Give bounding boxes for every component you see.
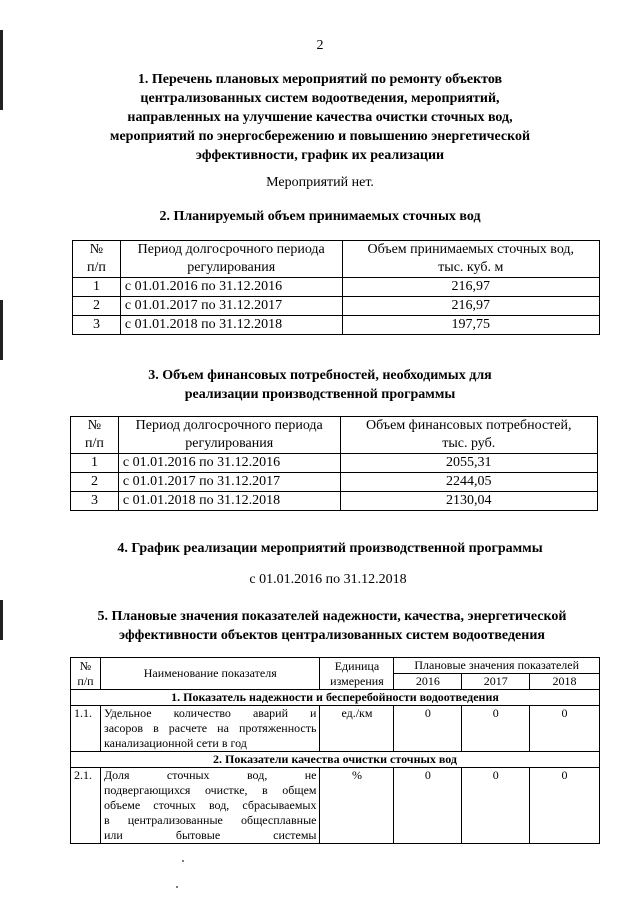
scan-speck xyxy=(182,860,184,862)
section3-title: 3. Объем финансовых потребностей, необходимых для реализации производственной программы xyxy=(148,368,492,402)
indicator-name: Удельное количество аварий и засоров в расчете на протяженность канализационной сети в год xyxy=(100,706,320,752)
scan-speck xyxy=(176,886,178,888)
group-row: 2. Показатели качества очистки сточных вод xyxy=(71,752,600,768)
indicator-name: Доля сточных вод, не подвергающихся очистке, в общем объеме сточных вод, сбрасываемых в централизованные общесплавные или бытовые системы xyxy=(100,768,320,844)
wastewater-volume-table xyxy=(72,240,600,335)
section2-title: 2. Планируемый объем принимаемых сточных вод xyxy=(159,209,481,224)
section4-title: 4. График реализации мероприятий производственной программы xyxy=(117,541,543,556)
scan-edge-mark xyxy=(0,300,3,360)
table-header-row xyxy=(71,658,600,674)
volume-header: Объем принимаемых сточных вод, тыс. куб. м xyxy=(342,241,600,278)
year-header: 2018 xyxy=(530,674,600,690)
page-number: 2 xyxy=(316,38,324,53)
year-header: 2017 xyxy=(462,674,530,690)
scan-edge-mark xyxy=(0,600,3,640)
num-header: № п/п xyxy=(71,658,101,690)
table-row: 1 с 01.01.2016 по 31.12.2016 216,97 xyxy=(73,278,600,297)
financial-header: Объем финансовых потребностей, тыс. руб. xyxy=(340,417,598,454)
num-header: № п/п xyxy=(73,241,121,278)
table-row: 1.1. Удельное количество аварий и засоров в расчете на протяженность канализационной сети в год ед./км 0 0 0 xyxy=(71,706,600,752)
table-row: 3 с 01.01.2018 по 31.12.2018 197,75 xyxy=(73,316,600,335)
section1-title: 1. Перечень плановых мероприятий по ремонту объектов централизованных систем водоотведения, мероприятий, направленных на улучшение качества очистки сточных вод, мероприятий по энергосбережению и повышению энергетической эффективности, график их реализации xyxy=(109,72,531,163)
financial-needs-table xyxy=(70,416,598,511)
unit-header: Единица измерения xyxy=(320,658,394,690)
num-header: № п/п xyxy=(71,417,119,454)
table-row: 2.1. Доля сточных вод, не подвергающихся очистке, в общем объеме сточных вод, сбрасываемых в централизованные общесплавные или бытовые системы % 0 0 0 xyxy=(71,768,600,844)
indicators-table xyxy=(70,657,600,844)
period-header: Период долгосрочного периода регулирования xyxy=(118,417,340,454)
section5-title: 5. Плановые значения показателей надежности, качества, энергетической эффективности объектов централизованных систем водоотведения xyxy=(97,609,567,643)
table-header-row xyxy=(71,417,598,454)
plan-values-header: Плановые значения показателей xyxy=(394,658,600,674)
group-row: 1. Показатель надежности и бесперебойности водоотведения xyxy=(71,690,600,706)
table-row: 2 с 01.01.2017 по 31.12.2017 2244,05 xyxy=(71,473,598,492)
section4-body: с 01.01.2016 по 31.12.2018 xyxy=(249,572,407,587)
table-row: 1 с 01.01.2016 по 31.12.2016 2055,31 xyxy=(71,454,598,473)
section1-body: Мероприятий нет. xyxy=(266,175,374,190)
name-header: Наименование показателя xyxy=(100,658,320,690)
table-row: 2 с 01.01.2017 по 31.12.2017 216,97 xyxy=(73,297,600,316)
table-header-row xyxy=(73,241,600,278)
period-header: Период долгосрочного периода регулирования xyxy=(120,241,342,278)
year-header: 2016 xyxy=(394,674,462,690)
table-row: 3 с 01.01.2018 по 31.12.2018 2130,04 xyxy=(71,492,598,511)
